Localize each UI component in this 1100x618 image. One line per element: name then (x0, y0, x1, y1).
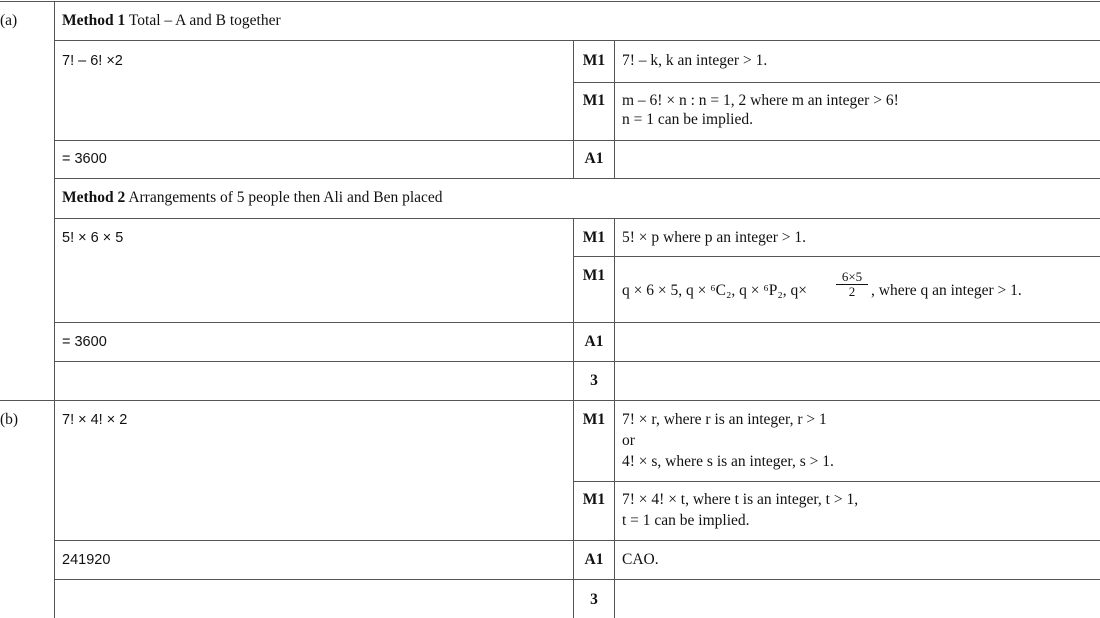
part-b-note-3: CAO. (622, 551, 659, 568)
part-b-note-1c: 4! × s, where s is an integer, s > 1. (622, 453, 834, 470)
part-b-total: 3 (590, 591, 598, 608)
method1-heading-text: Total – A and B together (125, 12, 281, 29)
method1-working-3: = 3600 (62, 151, 107, 167)
part-b-note-1b: or (622, 432, 635, 449)
method1-mark-1: M1 (582, 52, 606, 69)
method1-heading-bold: Method 1 (62, 12, 126, 29)
method2-mark-1: M1 (582, 229, 606, 246)
method2-mark-2: M1 (582, 267, 606, 284)
table-rule (54, 140, 1100, 141)
table-rule (54, 1, 55, 618)
method2-fraction (836, 270, 868, 299)
part-b-note-1a: 7! × r, where r is an integer, r > 1 (622, 411, 827, 428)
table-rule (0, 1, 1100, 2)
part-a-total: 3 (590, 372, 598, 389)
fraction-numerator: 6×5 (836, 270, 868, 285)
method1-note-1: 7! – k, k an integer > 1. (622, 52, 768, 69)
part-b-working-3: 241920 (62, 552, 111, 568)
part-b-working-1: 7! × 4! × 2 (62, 412, 128, 428)
table-rule (573, 481, 1100, 482)
method1-note-2a: m – 6! × n : n = 1, 2 where m an integer > 6! (622, 92, 899, 109)
part-a-label: (a) (0, 12, 18, 29)
method2-note-2-tail: , where q an integer > 1. (871, 282, 1022, 299)
method2-heading (62, 188, 443, 208)
table-rule (54, 178, 1100, 179)
method1-heading (62, 11, 281, 31)
method2-heading-bold: Method 2 (62, 189, 126, 206)
method1-mark-3: A1 (584, 150, 604, 167)
part-b-note-2a: 7! × 4! × t, where t is an integer, t > 1, (622, 491, 859, 508)
part-b-mark-1: M1 (582, 411, 606, 428)
method2-mark-3: A1 (584, 333, 604, 350)
table-rule (54, 218, 1100, 219)
method2-heading-text: Arrangements of 5 people then Ali and Ben placed (125, 189, 443, 206)
part-b-mark-2: M1 (582, 491, 606, 508)
table-rule (54, 540, 1100, 541)
method1-working-1: 7! – 6! ×2 (62, 53, 123, 69)
table-rule (573, 256, 1100, 257)
part-b-label: (b) (0, 411, 19, 428)
table-rule (573, 82, 1100, 83)
method2-note-1: 5! × p where p an integer > 1. (622, 229, 807, 246)
part-b-note-2b: t = 1 can be implied. (622, 512, 750, 529)
table-rule (54, 579, 1100, 580)
table-rule (54, 322, 1100, 323)
table-rule (54, 361, 1100, 362)
method2-note-2: q × 6 × 5, q × ⁶C₂, q × ⁶P₂, q× (622, 282, 808, 299)
fraction-denominator: 2 (848, 284, 856, 299)
method1-mark-2: M1 (582, 92, 606, 109)
method2-working-1: 5! × 6 × 5 (62, 230, 124, 246)
table-rule (54, 40, 1100, 41)
method2-working-3: = 3600 (62, 334, 107, 350)
table-rule (0, 400, 1100, 401)
part-b-mark-3: A1 (584, 551, 604, 568)
method1-note-2b: n = 1 can be implied. (622, 111, 753, 128)
